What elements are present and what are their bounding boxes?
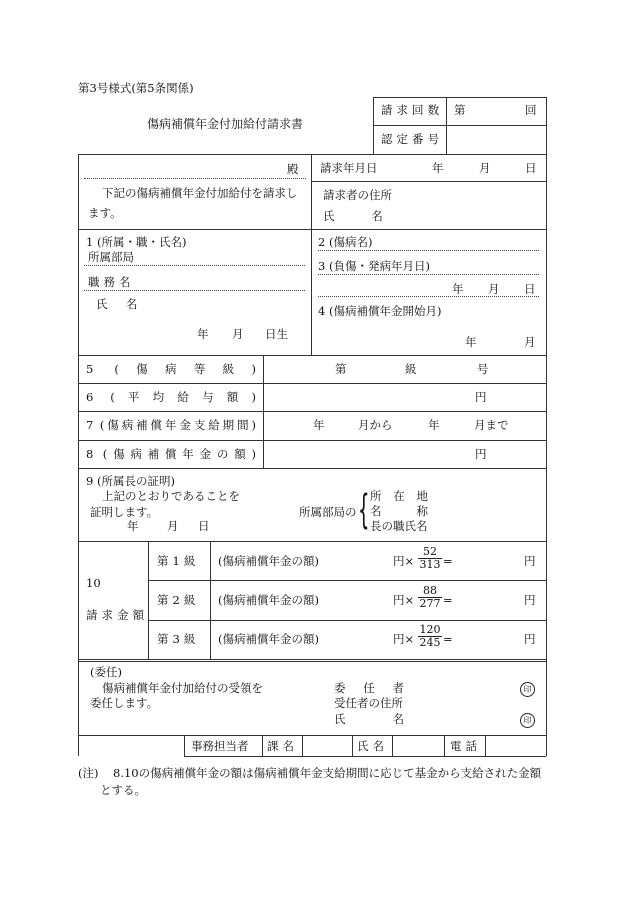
requester-name-label: 氏名 [323, 209, 420, 223]
delegation-line1: 傷病補償年金付加給付の受領を [102, 681, 263, 695]
item4-month: 月 [524, 335, 536, 349]
grade2-label: 第2級 [157, 593, 200, 607]
item1-birth-day: 日生 [265, 327, 288, 341]
grade1-label: 第1級 [157, 554, 200, 568]
grade1-desc: (傷病補償年金の額) [218, 554, 319, 568]
request-date-day: 日 [525, 161, 537, 175]
item8-unit: 円 [475, 447, 487, 461]
agent-address-label: 受任者の住所 [334, 696, 403, 710]
item3-year: 年 [452, 282, 464, 296]
item7-to-month: 月まで [474, 418, 509, 432]
item7-label: 7 (傷病補償年金支給期間) [86, 418, 256, 432]
item9-label: 9 (所属長の証明) [86, 474, 175, 488]
item7-from-year: 年 [313, 418, 325, 432]
item5-mid: 級 [405, 362, 417, 376]
item6-unit: 円 [475, 390, 487, 404]
item9-field-name: 名称 [370, 504, 428, 518]
request-count-prefix: 第 [454, 103, 466, 117]
item10-number: 10 [86, 576, 101, 590]
requester-address-label: 請求者の住所 [323, 188, 392, 202]
grade2-desc: (傷病補償年金の額) [218, 593, 319, 607]
delegation-line2: 委任します。 [90, 696, 159, 710]
grade3-equals: = [443, 632, 453, 646]
item3-label: 3 (負傷・発病年月日) [318, 259, 430, 273]
item1-name: 氏名 [96, 297, 156, 311]
grade1-yen-times: 円× [393, 554, 415, 568]
grade2-numerator: 88 [418, 585, 442, 598]
item6-label: 6 (平均給与額) [86, 390, 256, 404]
grade1-denominator: 313 [419, 557, 441, 571]
grade3-desc: (傷病補償年金の額) [218, 632, 319, 646]
request-count-suffix: 回 [525, 103, 537, 117]
note-line2: とする。 [100, 783, 146, 797]
item9-line2: 証明します。 [90, 505, 159, 519]
item9-day: 日 [198, 519, 210, 533]
item9-field-head: 長の職氏名 [370, 519, 428, 533]
footer-staff: 事務担当者 [191, 739, 249, 753]
item8-label: 8 (傷病補償年金の額) [86, 447, 256, 461]
footer-name: 氏名 [357, 739, 389, 753]
item1-birth-month: 月 [232, 327, 244, 341]
item3-day: 日 [524, 282, 536, 296]
seal-icon: 印 [520, 682, 535, 697]
request-date-label: 請求年月日 [320, 161, 378, 175]
item7-to-year: 年 [428, 418, 440, 432]
item10-label: 請求金額 [86, 608, 149, 622]
grade3-fraction [418, 624, 442, 648]
grade2-denominator: 277 [419, 596, 441, 610]
grade3-yen-times: 円× [393, 632, 415, 646]
item7-from-month: 月から [358, 418, 393, 432]
grade3-unit: 円 [524, 632, 536, 646]
seal-icon: 印 [520, 713, 535, 728]
addressee-body: 下記の傷病補償年金付加給付を請求します。 [88, 186, 298, 221]
form-number: 第3号様式(第5条関係) [78, 81, 194, 95]
item2-label: 2 (傷病名) [318, 235, 373, 249]
item1-position: 職務名 [88, 275, 135, 289]
item4-label: 4 (傷病補償年金開始月) [318, 304, 442, 318]
delegation-label: (委任) [90, 665, 122, 679]
grade2-yen-times: 円× [393, 593, 415, 607]
item3-month: 月 [488, 282, 500, 296]
footer-section: 課名 [267, 739, 299, 753]
item5-prefix: 第 [335, 362, 347, 376]
item9-year: 年 [127, 519, 139, 533]
item9-month: 月 [167, 519, 179, 533]
grade1-equals: = [443, 554, 453, 568]
note-prefix: (注) [78, 766, 99, 780]
grade3-denominator: 245 [419, 635, 441, 649]
grade2-fraction [418, 585, 442, 609]
item1-affiliation: 所属部局 [88, 250, 134, 264]
request-date-year: 年 [432, 161, 444, 175]
request-date-month: 月 [479, 161, 491, 175]
grade1-numerator: 52 [418, 546, 442, 559]
grade2-unit: 円 [524, 593, 536, 607]
form-title: 傷病補償年金付加給付請求書 [147, 117, 304, 131]
request-count-label: 請求回数 [381, 103, 444, 117]
item1-birth-year: 年 [197, 327, 209, 341]
brace-icon: { [358, 487, 370, 533]
grade2-equals: = [443, 593, 453, 607]
grade3-numerator: 120 [419, 623, 441, 636]
item5-label: 5 (傷病等級) [86, 362, 256, 376]
grade1-fraction [418, 546, 442, 570]
grade3-label: 第3級 [157, 632, 200, 646]
footer-phone: 電話 [450, 739, 482, 753]
addressee-suffix: 殿 [287, 162, 299, 176]
item4-year: 年 [465, 335, 477, 349]
grade1-unit: 円 [524, 554, 536, 568]
item9-line1: 上記のとおりであることを [102, 489, 240, 503]
delegator-label: 委任者 [334, 681, 404, 695]
cert-number-field[interactable] [448, 128, 544, 150]
item9-dept: 所属部局の [299, 505, 357, 519]
item5-suffix: 号 [477, 362, 489, 376]
note-line1: 8.10の傷病補償年金の額は傷病補償年金支給期間に応じて基金から支給された金額 [113, 766, 542, 780]
cert-number-label: 認定番号 [381, 132, 444, 146]
item9-field-location: 所在地 [370, 489, 428, 503]
agent-name-label: 氏名 [334, 712, 404, 726]
item1-label: 1 (所属・職・氏名) [86, 235, 187, 249]
